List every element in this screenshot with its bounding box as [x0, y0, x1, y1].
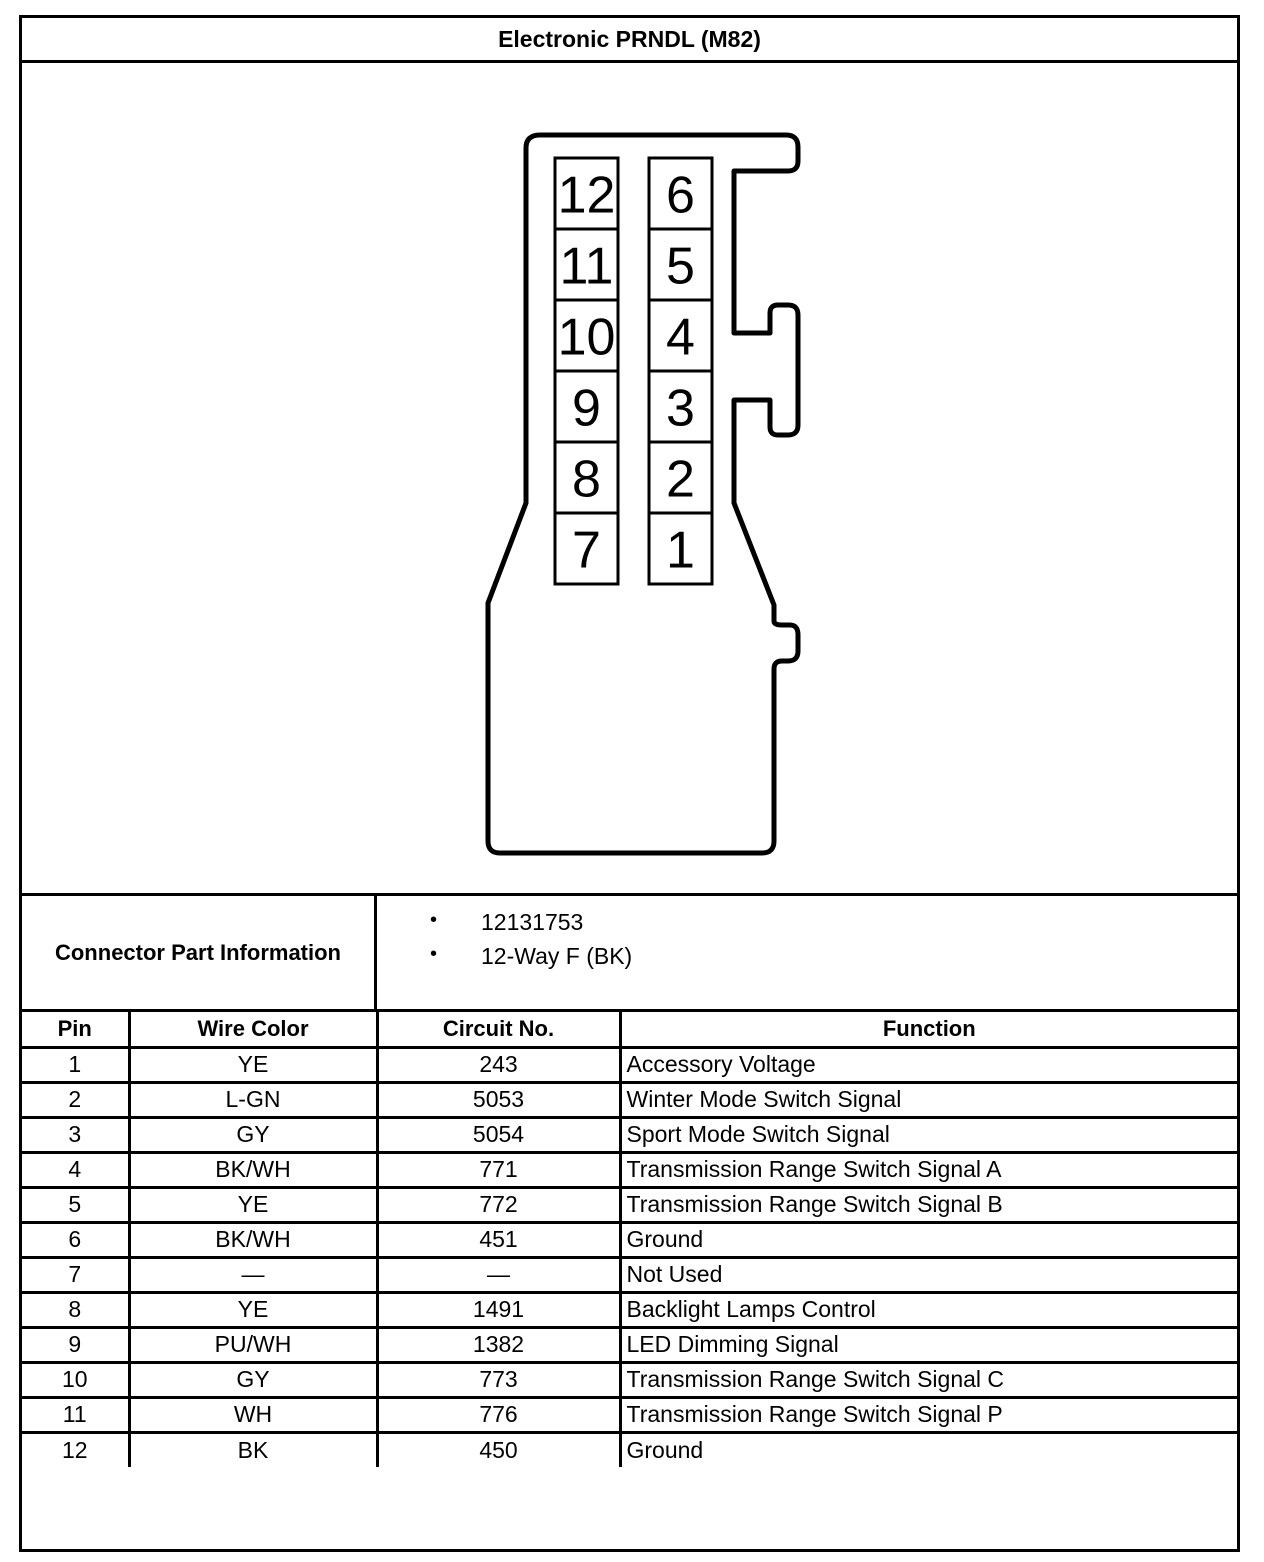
- circuit-no-cell: 243: [377, 1047, 620, 1082]
- connector-face-drawing: [22, 63, 1237, 893]
- table-header-row: [22, 1012, 1237, 1047]
- pin-cell: 2: [22, 1082, 129, 1117]
- part-number: 12131753: [481, 909, 584, 935]
- cavity-grid: [555, 158, 712, 584]
- table-row: [22, 1152, 1237, 1187]
- wire-color-cell: PU/WH: [129, 1327, 377, 1362]
- pin-cell: 1: [22, 1047, 129, 1082]
- table-row: [22, 1327, 1237, 1362]
- table-row: [22, 1362, 1237, 1397]
- header-pin: Pin: [22, 1012, 129, 1047]
- function-cell: Sport Mode Switch Signal: [620, 1117, 1237, 1152]
- header-function: Function: [620, 1012, 1237, 1047]
- cavity-number: 7: [572, 521, 601, 580]
- connector-housing-outline: [488, 135, 798, 853]
- wire-color-cell: BK/WH: [129, 1222, 377, 1257]
- function-cell: Transmission Range Switch Signal P: [620, 1397, 1237, 1432]
- pin-cell: 6: [22, 1222, 129, 1257]
- pin-cell: 12: [22, 1432, 129, 1467]
- connector-description: 12-Way F (BK): [481, 943, 633, 969]
- cavity-number: 10: [557, 308, 616, 367]
- cavity-number: 8: [572, 450, 601, 509]
- function-cell: Transmission Range Switch Signal B: [620, 1187, 1237, 1222]
- header-wire-color: Wire Color: [129, 1012, 377, 1047]
- function-cell: Backlight Lamps Control: [620, 1292, 1237, 1327]
- wire-color-cell: BK/WH: [129, 1152, 377, 1187]
- cavity-number: 2: [666, 450, 695, 509]
- pin-cell: 9: [22, 1327, 129, 1362]
- cavity-number: 1: [666, 521, 695, 580]
- cavity-number: 9: [572, 379, 601, 438]
- pin-cell: 5: [22, 1187, 129, 1222]
- page-title: Electronic PRNDL (M82): [22, 18, 1237, 63]
- part-info-label: Connector Part Information: [22, 896, 377, 1009]
- function-cell: Winter Mode Switch Signal: [620, 1082, 1237, 1117]
- bullet-icon: •: [430, 943, 438, 965]
- wire-color-cell: GY: [129, 1362, 377, 1397]
- wire-color-cell: YE: [129, 1292, 377, 1327]
- table-row: [22, 1397, 1237, 1432]
- connector-sheet: [19, 15, 1240, 1552]
- circuit-no-cell: 773: [377, 1362, 620, 1397]
- connector-part-info: [22, 896, 1237, 1012]
- function-cell: Not Used: [620, 1257, 1237, 1292]
- function-cell: Ground: [620, 1432, 1237, 1467]
- pin-table: [22, 1012, 1237, 1467]
- table-row: [22, 1292, 1237, 1327]
- function-cell: Transmission Range Switch Signal A: [620, 1152, 1237, 1187]
- part-info-list: [377, 896, 1237, 1009]
- circuit-no-cell: 771: [377, 1152, 620, 1187]
- function-cell: Ground: [620, 1222, 1237, 1257]
- circuit-no-cell: 776: [377, 1397, 620, 1432]
- wire-color-cell: GY: [129, 1117, 377, 1152]
- wire-color-cell: WH: [129, 1397, 377, 1432]
- wire-color-cell: L-GN: [129, 1082, 377, 1117]
- connector-diagram: [22, 63, 1237, 896]
- table-row: [22, 1117, 1237, 1152]
- cavity-number: 3: [666, 379, 695, 438]
- table-row: [22, 1257, 1237, 1292]
- table-row: [22, 1187, 1237, 1222]
- function-cell: LED Dimming Signal: [620, 1327, 1237, 1362]
- wire-color-cell: YE: [129, 1187, 377, 1222]
- circuit-no-cell: 1491: [377, 1292, 620, 1327]
- pin-cell: 4: [22, 1152, 129, 1187]
- pin-cell: 8: [22, 1292, 129, 1327]
- circuit-no-cell: 1382: [377, 1327, 620, 1362]
- function-cell: Transmission Range Switch Signal C: [620, 1362, 1237, 1397]
- pin-cell: 3: [22, 1117, 129, 1152]
- table-row: [22, 1047, 1237, 1082]
- table-row: [22, 1222, 1237, 1257]
- bullet-icon: •: [430, 909, 438, 931]
- cavity-number: 4: [666, 308, 695, 367]
- function-cell: Accessory Voltage: [620, 1047, 1237, 1082]
- wire-color-cell: BK: [129, 1432, 377, 1467]
- circuit-no-cell: 451: [377, 1222, 620, 1257]
- pin-cell: 7: [22, 1257, 129, 1292]
- circuit-no-cell: 5054: [377, 1117, 620, 1152]
- header-circuit-no: Circuit No.: [377, 1012, 620, 1047]
- table-row: [22, 1432, 1237, 1467]
- pin-cell: 10: [22, 1362, 129, 1397]
- wire-color-cell: —: [129, 1257, 377, 1292]
- circuit-no-cell: 5053: [377, 1082, 620, 1117]
- circuit-no-cell: 772: [377, 1187, 620, 1222]
- wire-color-cell: YE: [129, 1047, 377, 1082]
- circuit-no-cell: —: [377, 1257, 620, 1292]
- cavity-number: 6: [666, 166, 695, 225]
- cavity-number: 5: [666, 237, 695, 296]
- table-row: [22, 1082, 1237, 1117]
- pin-cell: 11: [22, 1397, 129, 1432]
- cavity-number: 12: [557, 166, 616, 225]
- cavity-number: 11: [559, 237, 614, 296]
- circuit-no-cell: 450: [377, 1432, 620, 1467]
